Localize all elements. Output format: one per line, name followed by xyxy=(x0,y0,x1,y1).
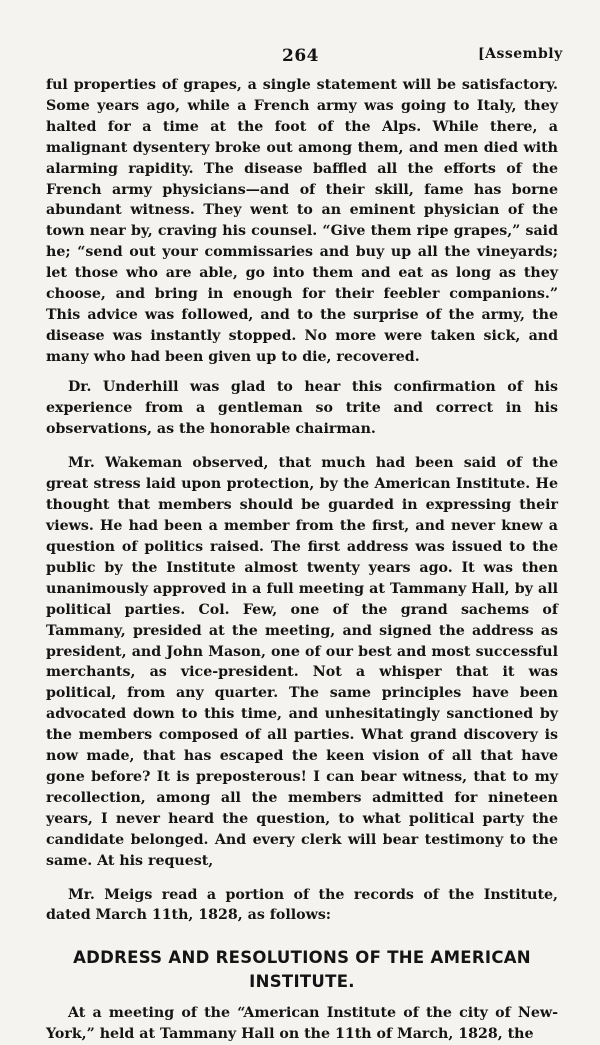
section-heading: ADDRESS AND RESOLUTIONS OF THE AMERICAN INSTITUTE. xyxy=(73,948,531,992)
page-number: 264 xyxy=(282,46,319,66)
paragraph-meigs: Mr. Meigs read a portion of the records of the Institute, dated March 11th, 1828, as follows: xyxy=(46,886,558,924)
paragraph-grapes-anecdote: ful properties of grapes, a single statement will be satisfactory. Some years ago, while a French army was going to Italy, they halted for a time at the foot of the Alps. While there, a malignant dysentery broke out among them, and men died with alarming rapidity. The disease baffled all the efforts of the French army physicians—and of their skill, fame has borne abundant witness. They went to an eminent physician of the town near by, craving his counsel. “Give them ripe grapes,” said he; “send out your commissaries and buy up all the vineyards; let those who are able, go into them and eat as long as they choose, and bring in enough for their feebler companions.” This advice was followed, and to the surprise of the army, the disease was instantly stopped. No more were taken sick, and many who had been given up to die, recovered. xyxy=(46,77,558,365)
paragraph-wakeman: Mr. Wakeman observed, that much had been said of the great stress laid upon protection, by the American Institute. He thought that members should be guarded in expressing their views. He had been a member from the first, and never knew a question of politics raised. The first address was issued to the public by the Institute almost twenty years ago. It was then unanimously approved in a full meeting at Tammany Hall, by all political parties. Col. Few, one of the grand sachems of Tammany, presided at the meeting, and signed the address as president, and John Mason, one of our best and most successful merchants, as vice-president. Not a whisper that it was political, from any quarter. The same principles have been advocated down to this time, and unhesitatingly sanctioned by the members composed of all parties. What grand discovery is now made, that has escaped the keen vision of all that have gone before? It is preposterous! I can bear witness, that to my recollection, among all the members admitted for nineteen years, I never heard the question, to what political party the candidate belonged. And every clerk will bear testimony to the same. At his request, xyxy=(46,455,558,869)
running-head: [Assembly xyxy=(478,46,563,62)
paragraph-underhill: Dr. Underhill was glad to hear this confirmation of his experience from a gentleman so trite and correct in his observations, as the honorable chairman. xyxy=(46,378,558,437)
paragraph-meeting: At a meeting of the “American Institute of the city of New-York,” held at Tammany Hall on the 11th of March, 1828, the xyxy=(46,1005,558,1043)
body-text xyxy=(46,75,558,1045)
